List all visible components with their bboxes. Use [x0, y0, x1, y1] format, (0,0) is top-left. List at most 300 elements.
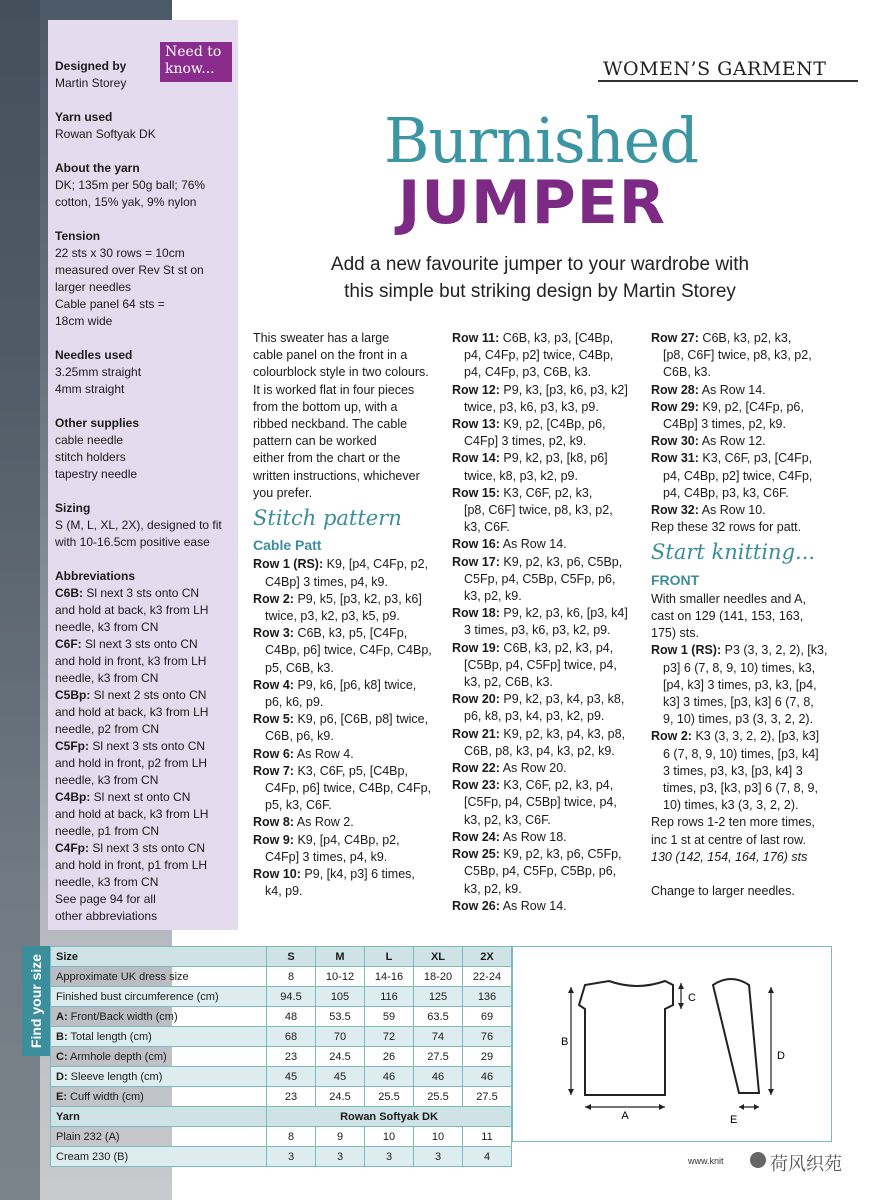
- row-label: Row 8:: [253, 815, 294, 830]
- row-label: Row 2:: [651, 729, 692, 744]
- abbreviation-term: C6F:: [55, 637, 82, 651]
- arrowhead: [678, 983, 684, 989]
- value-cell: 116: [365, 987, 414, 1007]
- pattern-row-line: [452, 794, 628, 811]
- row-text: K9, [p4, C4Bp, p2,: [293, 832, 400, 847]
- dimension-a-label: A: [621, 1110, 629, 1122]
- size-table-row: [51, 1047, 512, 1067]
- size-table-header: [51, 947, 512, 967]
- row-text: K9, p2, [C4Fp, p6,: [698, 399, 804, 414]
- pattern-row-line: [452, 485, 628, 502]
- intro-line: pattern can be worked: [253, 434, 377, 449]
- row-label: Row 1 (RS):: [651, 643, 722, 658]
- abbreviation-line: [55, 721, 228, 738]
- value-cell: 9: [316, 1127, 365, 1147]
- pattern-row-line: [452, 468, 628, 485]
- abbreviation-line: [55, 840, 228, 857]
- row-text: K3, C6F, p5, [C4Bp,: [293, 763, 408, 778]
- row-label-cell: [51, 967, 267, 987]
- colour-label: Plain 232 (A): [51, 1127, 267, 1147]
- value-cell: 74: [414, 1027, 463, 1047]
- stitch-count: 130 (142, 154, 164, 176) sts: [651, 849, 808, 864]
- pattern-row-line: [253, 677, 432, 694]
- sidebar-section: [55, 415, 228, 483]
- standfirst: [310, 251, 770, 305]
- abbreviation-text: Sl next 3 sts onto CN: [83, 586, 200, 600]
- intro-line: This sweater has a large: [253, 331, 390, 345]
- row-label-cell: [51, 987, 267, 1007]
- row-key: C:: [56, 1050, 68, 1063]
- pattern-row-line: [452, 416, 628, 433]
- value-cell: 8: [267, 1127, 316, 1147]
- value-cell: 125: [414, 987, 463, 1007]
- value-cell: 8: [267, 967, 316, 987]
- value-cell: 18-20: [414, 967, 463, 987]
- stitch-pattern-heading: Stitch pattern: [253, 506, 402, 531]
- row-label: Sleeve length (cm): [67, 1070, 163, 1083]
- pattern-row-line: [253, 780, 432, 797]
- find-your-size-label: Find your size: [28, 953, 44, 1049]
- pattern-row-line: [651, 399, 827, 416]
- abbreviation-line: [55, 806, 228, 823]
- row-text: C6B, k3, p2, k3,: [698, 331, 792, 345]
- abbreviation-line: [55, 789, 228, 806]
- row-label: Row 32:: [651, 503, 699, 518]
- row-text: k3, p2, C6B, k3.: [464, 675, 553, 690]
- dimension-c-label: C: [688, 992, 696, 1004]
- colour-row: [51, 1147, 512, 1167]
- value-cell: 59: [365, 1007, 414, 1027]
- row-text: p4, C4Bp, p3, k3, C6F.: [663, 485, 789, 500]
- size-table: [50, 946, 512, 1167]
- sidebar-line: 22 sts x 30 rows = 10cm: [55, 246, 185, 260]
- abbreviation-text: needle, p2 from CN: [55, 722, 160, 736]
- row-label: Row 3:: [253, 626, 294, 641]
- row-label: Row 20:: [452, 692, 500, 707]
- value-cell: 69: [463, 1007, 512, 1027]
- row-text: 6 (7, 8, 9, 10) times, [p3, k4]: [663, 746, 819, 761]
- value-cell: 14-16: [365, 967, 414, 987]
- pattern-row-line: [452, 433, 628, 450]
- abbreviation-term: C4Bp:: [55, 790, 91, 804]
- value-cell: 3: [365, 1147, 414, 1167]
- row-text: K9, [p4, C4Fp, p2,: [323, 557, 429, 572]
- abbreviation-text: Sl next 3 sts onto CN: [89, 739, 206, 753]
- arrowhead: [768, 987, 774, 993]
- pattern-row-line: [253, 625, 432, 642]
- row-text: P9, k5, [p3, k2, p3, k6]: [293, 591, 422, 606]
- value-cell: 72: [365, 1027, 414, 1047]
- pattern-row-line: [651, 330, 827, 347]
- pattern-row-line: [452, 708, 628, 725]
- header-rule: [598, 80, 858, 82]
- colour-row: [51, 1127, 512, 1147]
- pattern-row-line: [452, 674, 628, 691]
- row-text: As Row 2.: [293, 815, 354, 830]
- pattern-row-line: [651, 433, 827, 450]
- abbreviation-text: Sl next 3 sts onto CN: [89, 841, 206, 855]
- abbreviation-line: [55, 823, 228, 840]
- need-to-know-tag: [160, 42, 232, 82]
- row-text: K3, C6F, p3, [C4Fp,: [698, 451, 813, 466]
- pattern-row-line: [253, 797, 432, 814]
- pattern-row-line: [253, 849, 432, 866]
- sidebar-line: with 10-16.5cm positive ease: [55, 535, 210, 549]
- row-text: C6B, k3, p2, k3, p4,: [499, 640, 614, 655]
- pattern-row-line: [651, 728, 827, 745]
- sidebar-heading: Tension: [55, 229, 101, 243]
- intro-line: It is worked flat in four pieces: [253, 382, 415, 397]
- row-text: As Row 12.: [698, 434, 766, 449]
- row-label: Cuff width (cm): [67, 1090, 144, 1103]
- row-label: Row 29:: [651, 399, 699, 414]
- sidebar-heading: Other supplies: [55, 416, 140, 430]
- row-key: D:: [56, 1070, 68, 1083]
- pattern-row-line: [253, 866, 432, 883]
- row-text: As Row 18.: [499, 829, 567, 844]
- row-label: Row 10:: [253, 867, 301, 882]
- value-cell: 23: [267, 1087, 316, 1107]
- pattern-row-line: [452, 829, 628, 846]
- row-text: 9, 10) times, p3 (3, 3, 2, 2).: [663, 712, 814, 727]
- need-to-know-sidebar: [48, 20, 238, 930]
- abbreviation-line: [55, 738, 228, 755]
- row-label-cell: [51, 1047, 267, 1067]
- row-label: Row 11:: [452, 331, 500, 345]
- intro-line: from the bottom up, with a: [253, 399, 398, 414]
- intro-line: colourblock style in two colours.: [253, 365, 429, 380]
- colour-label: Cream 230 (B): [51, 1147, 267, 1167]
- row-label: Row 9:: [253, 832, 294, 847]
- abbreviation-text: and hold at back, k3 from LH: [55, 807, 209, 821]
- row-text: K9, p2, [C4Bp, p6,: [499, 417, 606, 432]
- arrowhead: [678, 1003, 684, 1009]
- row-text: P9, k3, [p3, k6, p3, k2]: [499, 382, 628, 397]
- row-label: Row 2:: [253, 591, 294, 606]
- start-knitting-heading: Start knitting...: [651, 540, 816, 565]
- standfirst-line: this simple but striking design by Martin Storey: [344, 281, 736, 302]
- sidebar-line: cable needle: [55, 433, 124, 447]
- row-label-cell: [51, 1027, 267, 1047]
- row-text: P9, k6, [p6, k8] twice,: [293, 677, 417, 692]
- row-text: C4Fp] 3 times, p4, k9.: [265, 849, 388, 864]
- arrowhead: [739, 1104, 744, 1110]
- value-cell: 23: [267, 1047, 316, 1067]
- pattern-row-line: [452, 640, 628, 657]
- row-label: Row 25:: [452, 847, 500, 862]
- row-text: p3] 6 (7, 8, 9, 10) times, k3,: [663, 660, 816, 675]
- footer-url[interactable]: www.knit: [688, 1156, 724, 1166]
- abbreviation-text: and hold at back, k3 from LH: [55, 603, 209, 617]
- sidebar-line: See page 94 for all: [55, 892, 156, 906]
- size-table-row: [51, 1087, 512, 1107]
- row-text: As Row 4.: [293, 746, 354, 761]
- abbreviation-line: [55, 874, 228, 891]
- pattern-row-line: [452, 399, 628, 416]
- row-text: As Row 20.: [499, 761, 567, 776]
- value-cell: 24.5: [316, 1087, 365, 1107]
- pattern-row-line: [452, 812, 628, 829]
- row-label: Row 5:: [253, 712, 294, 727]
- row-text: K9, p2, k3, p4, k3, p8,: [499, 726, 626, 741]
- value-cell: 3: [267, 1147, 316, 1167]
- abbreviation-text: and hold at back, k3 from LH: [55, 705, 209, 719]
- row-text: C4Bp] 3 times, p4, k9.: [265, 574, 388, 589]
- row-key: B:: [56, 1030, 68, 1043]
- sidebar-heading: Yarn used: [55, 110, 113, 124]
- pattern-row-line: [452, 382, 628, 399]
- row-text: C5Bp, p4, C5Fp, C5Bp, p6,: [464, 864, 617, 879]
- abbreviation-term: C5Bp:: [55, 688, 91, 702]
- sidebar-section: [55, 160, 228, 211]
- sidebar-line: measured over Rev St st on: [55, 263, 204, 277]
- dimension-b-label: B: [561, 1036, 569, 1048]
- size-table-row: [51, 1007, 512, 1027]
- row-text: p5, C6B, k3.: [265, 660, 334, 675]
- pattern-row-line: [253, 642, 432, 659]
- row-text: As Row 10.: [698, 503, 766, 518]
- rep-line: Rep rows 1-2 ten more times,: [651, 815, 815, 830]
- sidebar-line: DK; 135m per 50g ball; 76%: [55, 178, 206, 192]
- abbreviation-text: needle, k3 from CN: [55, 773, 159, 787]
- sidebar-heading: Designed by: [55, 59, 127, 73]
- pattern-row-line: [651, 763, 827, 780]
- arrowhead: [568, 987, 574, 993]
- arrowhead: [768, 1089, 774, 1095]
- row-text: C4Fp, p6] twice, C4Bp, C4Fp,: [265, 781, 432, 796]
- row-text: p4, C4Fp, p3, C6B, k3.: [464, 365, 592, 380]
- standfirst-line: Add a new favourite jumper to your wardrobe with: [330, 254, 750, 275]
- sidebar-section: [55, 228, 228, 330]
- value-cell: 46: [414, 1067, 463, 1087]
- row-label: Row 17:: [452, 554, 500, 569]
- row-text: p4, C4Bp, p2] twice, C4Fp,: [663, 468, 813, 483]
- body-outline: [579, 981, 673, 1095]
- sidebar-heading: Needles used: [55, 348, 133, 362]
- row-label: Row 23:: [452, 778, 500, 793]
- value-cell: 46: [365, 1067, 414, 1087]
- schematic-svg: [513, 947, 831, 1141]
- row-text: P9, k2, p3, k4, p3, k8,: [499, 692, 625, 707]
- header-cell: M: [316, 947, 365, 967]
- row-text: [p8, C6F] twice, p8, k3, p2,: [464, 503, 613, 518]
- row-text: p4, C4Fp, p2] twice, C4Bp,: [464, 348, 614, 363]
- abbreviations-section: [55, 568, 228, 925]
- front-intro-line: cast on 129 (141, 153, 163,: [651, 609, 804, 624]
- arrowhead: [754, 1104, 759, 1110]
- pattern-row-line: [452, 502, 628, 519]
- row-text: [p8, C6F] twice, p8, k3, p2,: [663, 348, 812, 363]
- sidebar-heading: About the yarn: [55, 161, 140, 175]
- value-cell: 53.5: [316, 1007, 365, 1027]
- header-cell: L: [365, 947, 414, 967]
- abbreviation-text: needle, p1 from CN: [55, 824, 160, 838]
- size-table-row: [51, 967, 512, 987]
- pattern-row-line: [452, 760, 628, 777]
- pattern-row-line: [452, 605, 628, 622]
- row-text: twice, k8, p3, k2, p9.: [464, 468, 578, 483]
- abbreviation-text: and hold in front, p1 from LH: [55, 858, 208, 872]
- pattern-row-line: [651, 642, 827, 659]
- abbreviation-text: Sl next st onto CN: [90, 790, 191, 804]
- header-cell: Size: [51, 947, 267, 967]
- abbreviation-line: [55, 687, 228, 704]
- rep-line: inc 1 st at centre of last row.: [651, 832, 806, 847]
- row-label: Front/Back width (cm): [67, 1010, 178, 1023]
- value-cell: 105: [316, 987, 365, 1007]
- row-text: K3, C6F, p2, k3,: [499, 485, 593, 500]
- value-cell: 22-24: [463, 967, 512, 987]
- dimension-e-label: E: [730, 1114, 738, 1126]
- row-text: K9, p6, [C6B, p8] twice,: [293, 712, 429, 727]
- sidebar-section: [55, 347, 228, 398]
- abbreviation-text: needle, k3 from CN: [55, 620, 159, 634]
- row-text: K3, C6F, p2, k3, p4,: [499, 778, 614, 793]
- abbreviation-line: [55, 704, 228, 721]
- column-3: [651, 330, 827, 901]
- sidebar-section: [55, 109, 228, 143]
- pattern-row-line: [452, 364, 628, 381]
- pattern-row-line: [253, 591, 432, 608]
- pattern-row-line: [452, 881, 628, 898]
- row-text: P9, k2, p3, k6, [p3, k4]: [499, 606, 628, 621]
- row-text: C6B, k3.: [663, 365, 711, 380]
- sidebar-line: stitch holders: [55, 450, 126, 464]
- sleeve-outline: [713, 979, 759, 1093]
- pattern-row-line: [651, 780, 827, 797]
- row-label: Row 4:: [253, 677, 294, 692]
- pattern-row-line: [452, 846, 628, 863]
- sidebar-line: other abbreviations: [55, 909, 158, 923]
- sidebar-line: S (M, L, XL, 2X), designed to fit: [55, 518, 222, 532]
- pattern-row-line: [452, 863, 628, 880]
- row-text: P9, k2, p3, [k8, p6]: [499, 451, 608, 466]
- row-text: times, p3, [k3, p3] 6 (7, 8, 9,: [663, 781, 818, 796]
- value-cell: 27.5: [414, 1047, 463, 1067]
- pattern-row-line: [651, 416, 827, 433]
- sidebar-line: 4mm straight: [55, 382, 125, 396]
- value-cell: 45: [316, 1067, 365, 1087]
- abbreviation-line: [55, 857, 228, 874]
- row-text: 3 times, p3, k3, [p3, k4] 3: [663, 763, 803, 778]
- row-text: k4, p9.: [265, 884, 303, 899]
- row-label: Row 22:: [452, 761, 500, 776]
- row-text: [C5Bp, p4, C5Fp] twice, p4,: [464, 657, 617, 672]
- pattern-row-line: [452, 536, 628, 553]
- abbreviation-term: C6B:: [55, 586, 84, 600]
- value-cell: 136: [463, 987, 512, 1007]
- value-cell: 29: [463, 1047, 512, 1067]
- header-cell: S: [267, 947, 316, 967]
- pattern-row-line: [452, 657, 628, 674]
- row-text: [C5Fp, p4, C5Bp] twice, p4,: [464, 795, 617, 810]
- section-kicker: WOMEN’S GARMENT: [603, 58, 827, 80]
- pattern-row-line: [651, 468, 827, 485]
- intro-line: cable panel on the front in a: [253, 348, 408, 363]
- row-label-cell: [51, 1007, 267, 1027]
- abbreviation-line: [55, 670, 228, 687]
- row-label: Row 24:: [452, 829, 500, 844]
- sidebar-heading: Abbreviations: [55, 569, 136, 583]
- row-text: [p4, k3] 3 times, p3, k3, [p4,: [663, 677, 817, 692]
- pattern-row-line: [651, 797, 827, 814]
- size-table-row: [51, 1027, 512, 1047]
- row-text: p5, k3, C6F.: [265, 798, 332, 813]
- pattern-row-line: [253, 711, 432, 728]
- change-needles-line: Change to larger needles.: [651, 884, 795, 899]
- row-label: Row 31:: [651, 451, 699, 466]
- abbreviation-line: [55, 755, 228, 772]
- row-text: k3, p2, k9.: [464, 589, 522, 604]
- row-label: Row 21:: [452, 726, 500, 741]
- intro-line: either from the chart or the: [253, 451, 401, 466]
- row-label: Row 12:: [452, 382, 500, 397]
- value-cell: 3: [316, 1147, 365, 1167]
- sidebar-line: Martin Storey: [55, 76, 127, 90]
- front-intro-line: 175) sts.: [651, 626, 699, 641]
- repeat-line: Rep these 32 rows for patt.: [651, 520, 802, 535]
- abbreviation-text: and hold in front, p2 from LH: [55, 756, 208, 770]
- value-cell: 10: [414, 1127, 463, 1147]
- abbreviation-text: and hold in front, k3 from LH: [55, 654, 207, 668]
- pattern-row-line: [452, 519, 628, 536]
- sidebar-heading: Sizing: [55, 501, 91, 515]
- row-text: As Row 14.: [499, 537, 567, 552]
- column-1: [253, 330, 432, 901]
- pattern-row-line: [253, 728, 432, 745]
- dimension-d-label: D: [777, 1050, 785, 1062]
- row-text: C4Bp] 3 times, p2, k9.: [663, 417, 786, 432]
- pattern-row-line: [452, 622, 628, 639]
- sidebar-line: 3.25mm straight: [55, 365, 142, 379]
- sidebar-line: cotton, 15% yak, 9% nylon: [55, 195, 197, 209]
- pattern-row-line: [651, 746, 827, 763]
- yarn-row: [51, 1107, 512, 1127]
- row-label-cell: [51, 1067, 267, 1087]
- pattern-row-line: [253, 746, 432, 763]
- value-cell: 4: [463, 1147, 512, 1167]
- abbreviation-line: [55, 653, 228, 670]
- column-2: [452, 330, 628, 915]
- cable-patt-heading: Cable Patt: [253, 537, 322, 554]
- row-key: E:: [56, 1090, 67, 1103]
- arrowhead: [585, 1104, 591, 1110]
- abbreviation-text: needle, k3 from CN: [55, 671, 159, 685]
- row-key: A:: [56, 1010, 68, 1023]
- row-label: Row 28:: [651, 382, 699, 397]
- garment-diagram: [512, 946, 832, 1142]
- row-text: C5Fp, p4, C5Bp, C5Fp, p6,: [464, 571, 616, 586]
- pattern-row-line: [452, 571, 628, 588]
- pattern-row-line: [651, 364, 827, 381]
- pattern-row-line: [651, 347, 827, 364]
- row-text: twice, p3, k6, p3, k3, p9.: [464, 399, 599, 414]
- size-table-row: [51, 987, 512, 1007]
- row-text: As Row 14.: [499, 898, 567, 913]
- row-text: C6B, p8, k3, p4, k3, p2, k9.: [464, 743, 615, 758]
- row-text: K9, p2, k3, p6, C5Fp,: [499, 847, 622, 862]
- row-text: K9, p2, k3, p6, C5Bp,: [499, 554, 623, 569]
- pattern-row-line: [452, 726, 628, 743]
- value-cell: 48: [267, 1007, 316, 1027]
- value-cell: 68: [267, 1027, 316, 1047]
- pattern-row-line: [651, 694, 827, 711]
- find-your-size-tab: [22, 946, 50, 1056]
- abbreviation-line: [55, 772, 228, 789]
- pattern-row-line: [253, 814, 432, 831]
- row-text: k3, C6F.: [464, 520, 510, 535]
- sidebar-line: 18cm wide: [55, 314, 113, 328]
